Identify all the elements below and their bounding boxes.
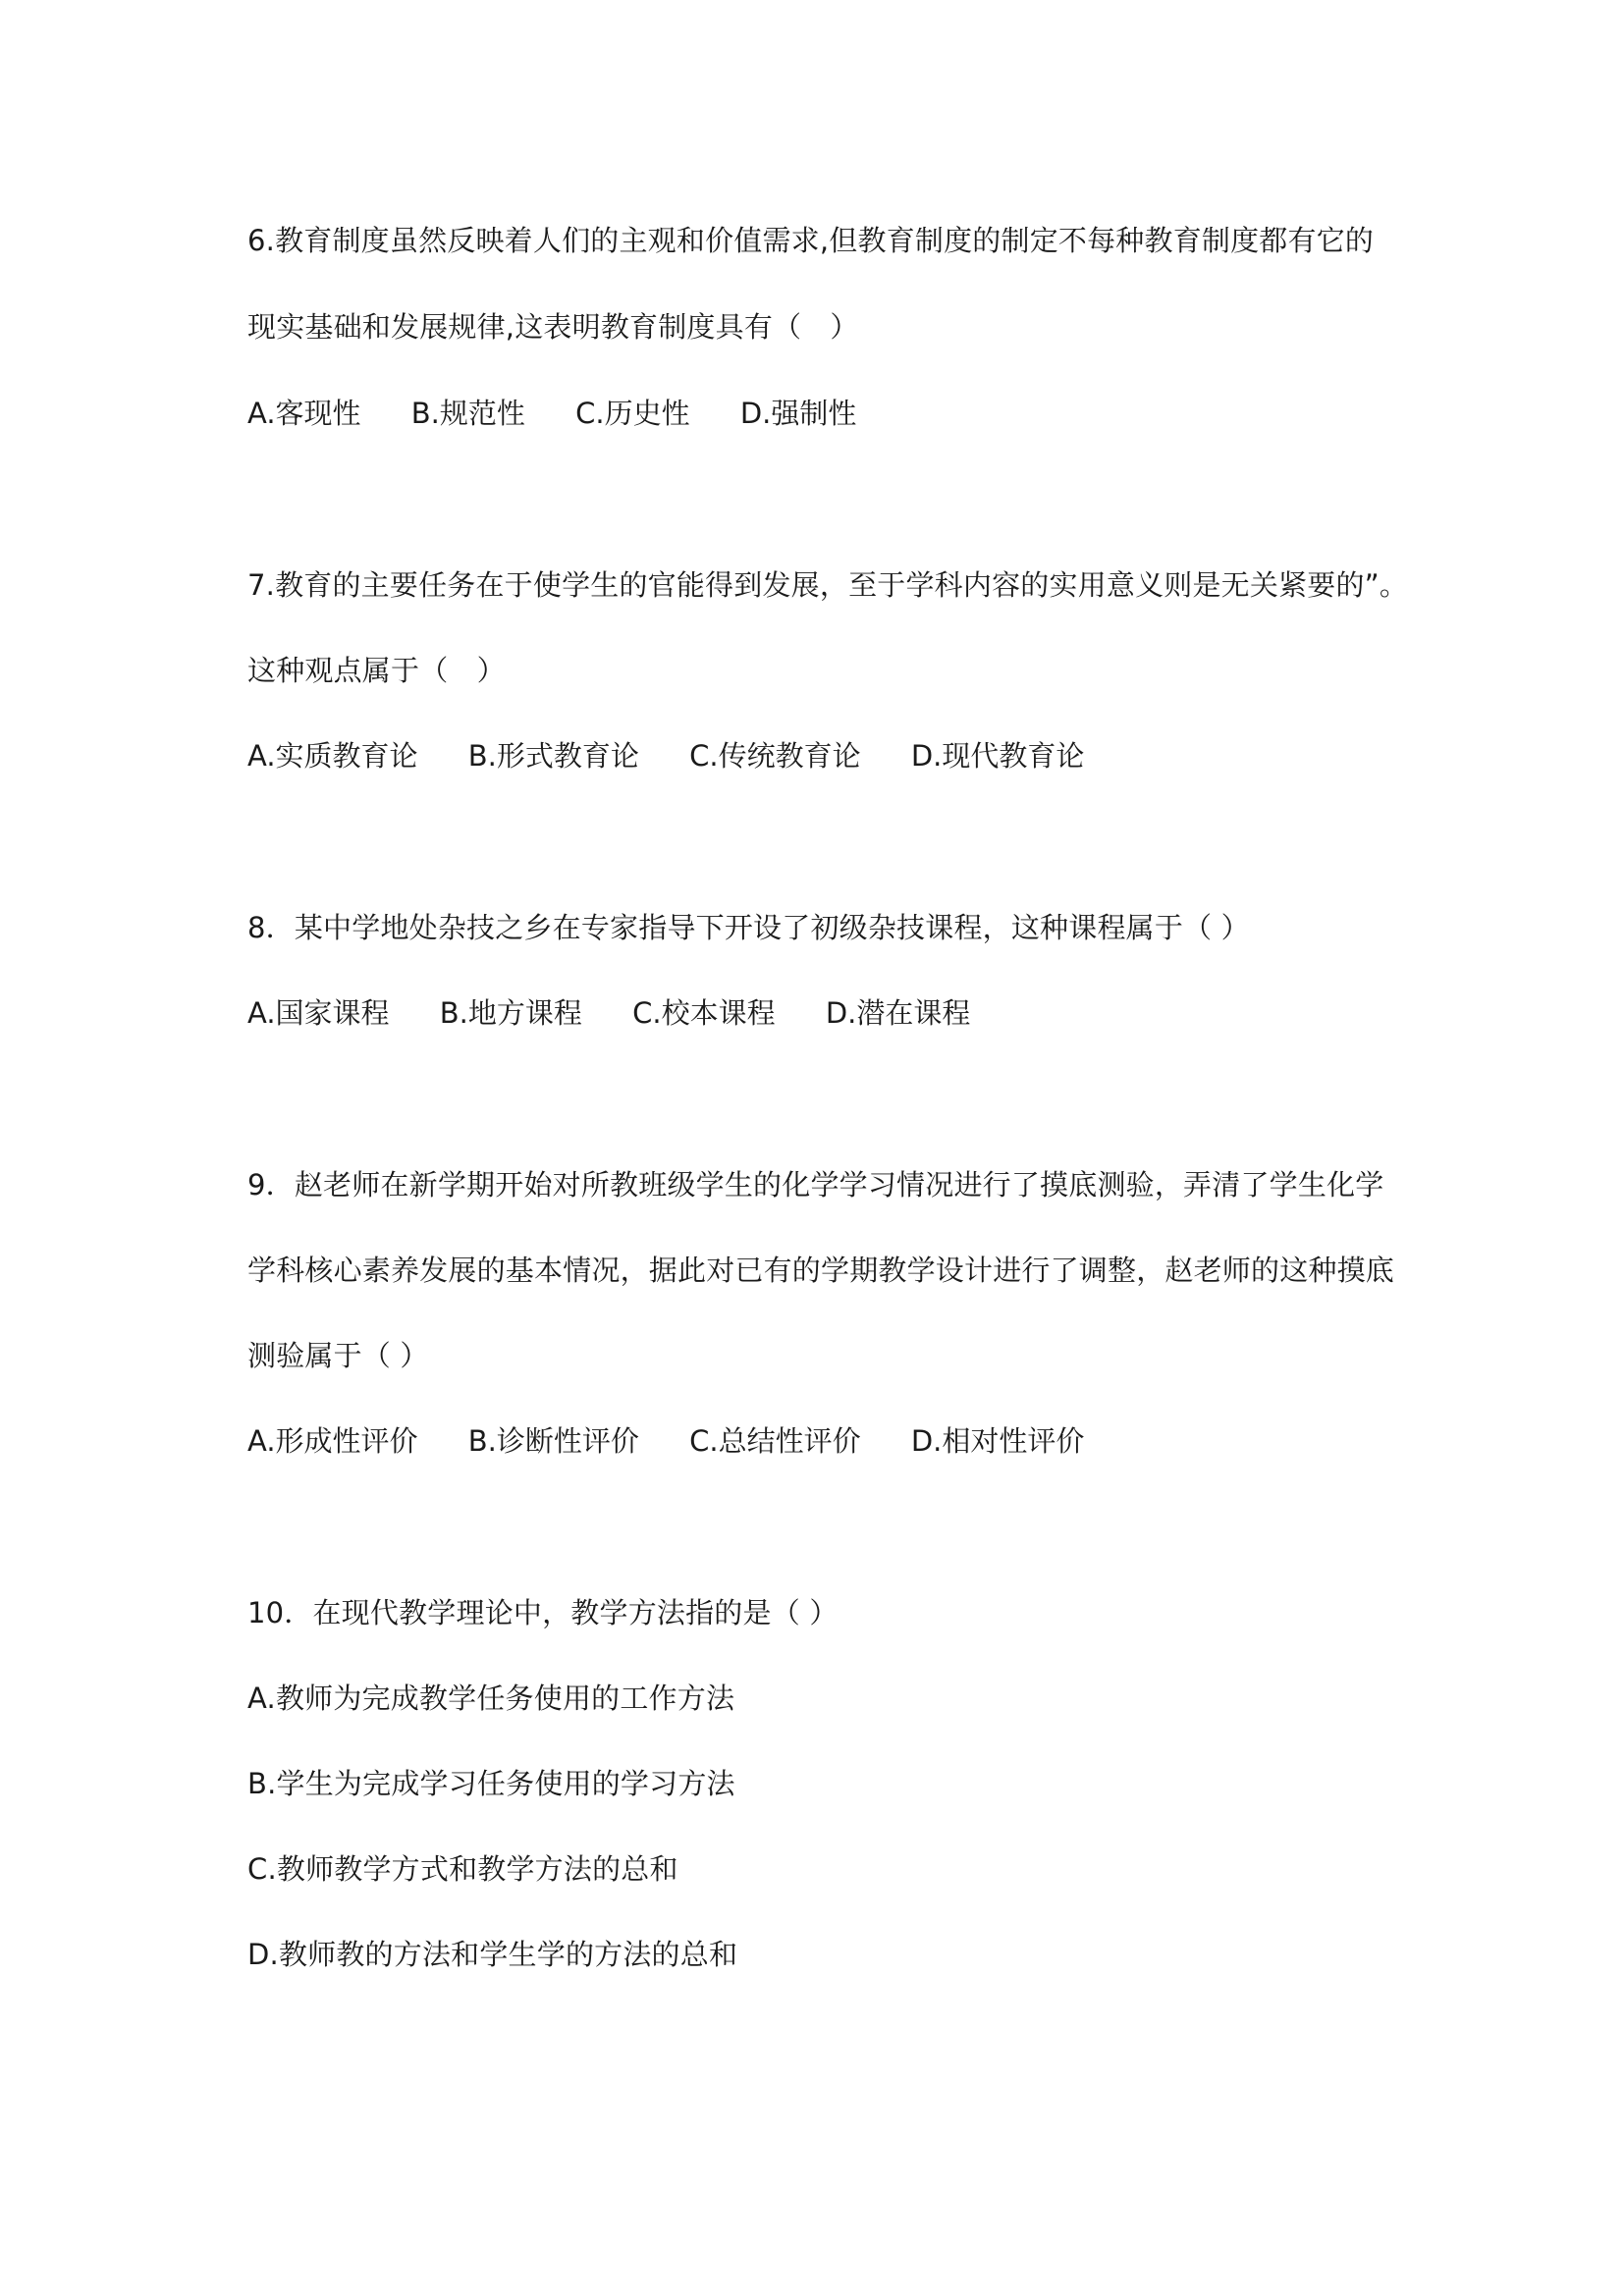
question-7-line-1: 7.教育的主要任务在于使学生的官能得到发展，至于学科内容的实用意义则是无关紧要的”。 (247, 568, 1409, 602)
question-6-option-c: C.历史性 (575, 397, 690, 430)
question-8-line-1: 8．某中学地处杂技之乡在专家指导下开设了初级杂技课程，这种课程属于（ ） (247, 911, 1250, 944)
question-10-option-b: B.学生为完成学习任务使用的学习方法 (247, 1767, 735, 1800)
question-9-line-3: 测验属于（ ） (247, 1339, 429, 1372)
question-8-option-b: B.地方课程 (439, 996, 582, 1030)
question-6-option-d: D.强制性 (739, 397, 857, 430)
question-7-option-a: A.实质教育论 (247, 739, 418, 773)
question-10-option-a: A.教师为完成教学任务使用的工作方法 (247, 1682, 735, 1715)
question-10-line-1: 10．在现代教学理论中，教学方法指的是（ ） (247, 1596, 839, 1629)
question-7-option-b: B.形式教育论 (467, 739, 639, 773)
question-6-line-2: 现实基础和发展规律,这表明教育制度具有（ ） (247, 310, 859, 344)
question-8-option-d: D.潜在课程 (825, 996, 971, 1030)
question-6-option-b: B.规范性 (410, 397, 525, 430)
question-8-option-a: A.国家课程 (247, 996, 390, 1030)
question-6-option-a: A.客现性 (247, 397, 361, 430)
question-9-line-2: 学科核心素养发展的基本情况，据此对已有的学期教学设计进行了调整，赵老师的这种摸底 (247, 1254, 1395, 1287)
question-6-line-1: 6.教育制度虽然反映着人们的主观和价值需求,但教育制度的制定不每种教育制度都有它的 (247, 224, 1375, 257)
question-7-options (247, 736, 1084, 775)
question-9-option-c: C.总结性评价 (689, 1424, 861, 1458)
question-9-option-a: A.形成性评价 (247, 1424, 418, 1458)
question-6-options (247, 394, 856, 433)
question-10-option-c: C.教师教学方式和教学方法的总和 (247, 1852, 678, 1886)
question-8-options (247, 993, 970, 1033)
question-10-option-d: D.教师教的方法和学生学的方法的总和 (247, 1938, 738, 1971)
question-8-option-c: C.校本课程 (632, 996, 776, 1030)
question-9-option-b: B.诊断性评价 (467, 1424, 639, 1458)
question-7-option-c: C.传统教育论 (689, 739, 861, 773)
question-9-option-d: D.相对性评价 (910, 1424, 1085, 1458)
question-7-line-2: 这种观点属于（ ） (247, 654, 506, 687)
question-7-option-d: D.现代教育论 (910, 739, 1085, 773)
question-9-line-1: 9．赵老师在新学期开始对所教班级学生的化学学习情况进行了摸底测验，弄清了学生化学 (247, 1168, 1384, 1201)
question-9-options (247, 1421, 1084, 1461)
